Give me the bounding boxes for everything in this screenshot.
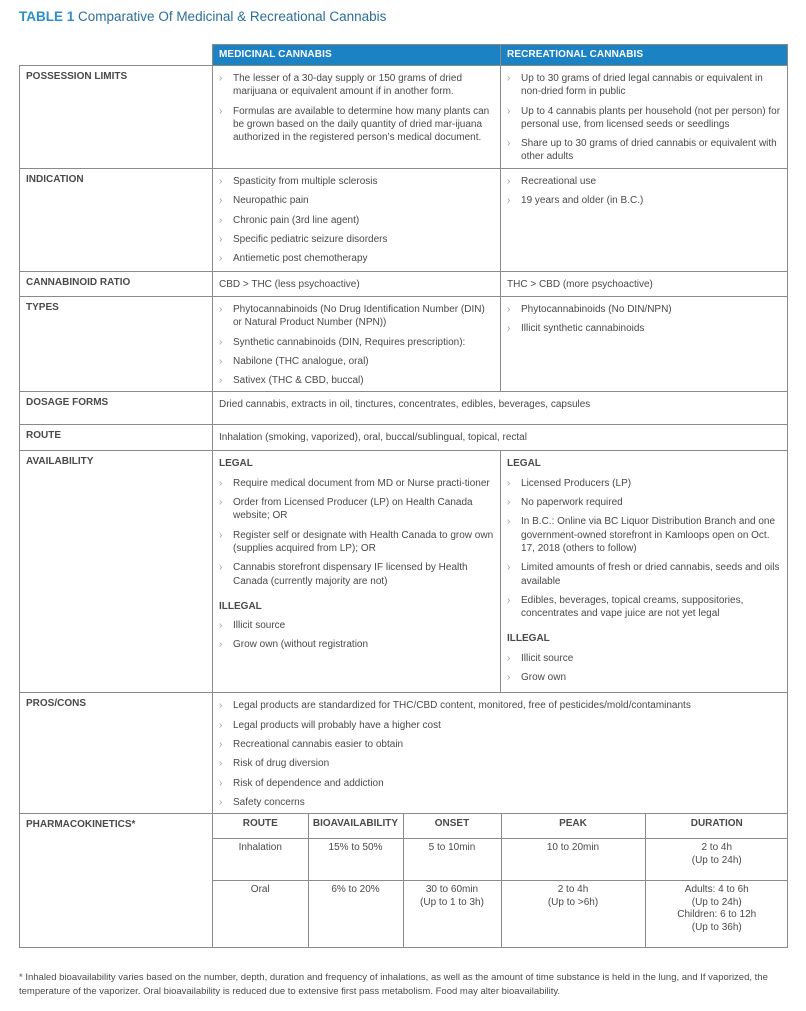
pk-cell: 5 to 10min: [403, 839, 501, 881]
list-item: › Recreational use: [507, 175, 781, 188]
list-item: › The lesser of a 30-day supply or 150 grams of dried marijuana or equivalent amount if in another form.: [219, 72, 494, 99]
row-pharmacokinetics: [20, 814, 788, 948]
list-item: › Synthetic cannabinoids (DIN, Requires prescription):: [219, 336, 494, 349]
row-label: DOSAGE FORMS: [20, 392, 213, 425]
legal-heading: LEGAL: [507, 458, 541, 470]
list-item: › Require medical document from MD or Nurse practi-tioner: [219, 477, 494, 490]
pk-line: (Up to 24h): [691, 854, 742, 866]
row-label: PROS/CONS: [20, 693, 213, 814]
row-possession: [20, 66, 788, 169]
list-item: › In B.C.: Online via BC Liquor Distribution Branch and one government-owned storefront in Kamloops open on Oct. 17, 2018 (others to follow): [507, 515, 781, 555]
pk-line: Adults: 4 to 6h: [684, 884, 749, 896]
list-item: › Spasticity from multiple sclerosis: [219, 175, 494, 188]
pk-line: (Up to 24h): [691, 896, 742, 908]
list-item: › Cannabis storefront dispensary IF licensed by Health Canada (currently majority are not): [219, 561, 494, 588]
row-label: AVAILABILITY: [20, 451, 213, 693]
list-item: › Illicit source: [219, 619, 494, 632]
row-route: [20, 425, 788, 451]
table-number: TABLE 1: [19, 9, 75, 24]
possession-recreational: [501, 66, 788, 169]
list-item: › Safety concerns: [219, 796, 781, 809]
row-ratio: [20, 272, 788, 297]
pk-cell: [645, 839, 788, 881]
list-item: › 19 years and older (in B.C.): [507, 194, 781, 207]
row-indication: [20, 169, 788, 272]
list-item: › Recreational cannabis easier to obtain: [219, 738, 781, 751]
list-item: › Antiemetic post chemotherapy: [219, 252, 494, 265]
pk-cell: [501, 881, 645, 947]
illegal-heading: ILLEGAL: [219, 600, 262, 612]
footnote: * Inhaled bioavailability varies based on the number, depth, duration and frequency of inhalations, as well as the amount of time substance is held in the lung, and If vaporized, the temperature of the vaporizer. Oral bioavailability is reduced due to extensive first pass metabolism. Food may alter bioavailability.: [19, 972, 768, 997]
row-label: POSSESSION LIMITS: [20, 66, 213, 169]
pk-line: (Up to >6h): [547, 896, 599, 908]
list-item: › Nabilone (THC analogue, oral): [219, 355, 494, 368]
list-item: › Risk of dependence and addiction: [219, 777, 781, 790]
pk-line: 30 to 60min: [425, 884, 479, 896]
list-item: › No paperwork required: [507, 496, 781, 509]
list-item: › Neuropathic pain: [219, 194, 494, 207]
row-label: PHARMACOKINETICS*: [20, 814, 213, 948]
pk-cell: 6% to 20%: [308, 881, 403, 947]
row-label: INDICATION: [20, 169, 213, 272]
route-value: Inhalation (smoking, vaporized), oral, buccal/sublingual, topical, rectal: [213, 425, 788, 451]
row-label: CANNABINOID RATIO: [20, 272, 213, 297]
header-blank: [20, 45, 213, 66]
pk-cell: 15% to 50%: [308, 839, 403, 881]
pk-cell: Inhalation: [213, 839, 308, 881]
pk-cell: [645, 881, 788, 947]
list-item: › Illicit source: [507, 652, 781, 665]
table-title-text: Comparative Of Medicinal & Recreational Cannabis: [78, 9, 387, 24]
types-recreational: [501, 297, 788, 392]
proscons-list: [213, 693, 788, 814]
pk-cell: [403, 881, 501, 947]
dosage-value: Dried cannabis, extracts in oil, tinctures, concentrates, edibles, beverages, capsules: [213, 392, 788, 425]
illegal-heading: ILLEGAL: [507, 633, 550, 645]
pk-header-row: [213, 814, 788, 839]
list-item: › Licensed Producers (LP): [507, 477, 781, 490]
pk-header: BIOAVAILABILITY: [308, 814, 403, 839]
pk-table: [213, 814, 788, 947]
list-item: › Register self or designate with Health Canada to grow own (supplies acquired from LP); OR: [219, 529, 494, 556]
list-item: › Up to 4 cannabis plants per household (not per person) for personal use, from licensed seeds or seedlings: [507, 105, 781, 132]
pk-row-oral: [213, 881, 788, 947]
list-item: › Limited amounts of fresh or dried cannabis, seeds and oils available: [507, 561, 781, 588]
list-item: › Legal products will probably have a higher cost: [219, 719, 781, 732]
row-types: [20, 297, 788, 392]
row-label: ROUTE: [20, 425, 213, 451]
indication-recreational: [501, 169, 788, 272]
pk-cell: 10 to 20min: [501, 839, 645, 881]
table-title: [19, 9, 386, 24]
list-item: › Sativex (THC & CBD, buccal): [219, 374, 494, 387]
list-item: › Chronic pain (3rd line agent): [219, 214, 494, 227]
list-item: › Edibles, beverages, topical creams, suppositories, concentrates and vape juice are not yet legal: [507, 594, 781, 621]
ratio-recreational: THC > CBD (more psychoactive): [501, 272, 788, 297]
list-item: › Illicit synthetic cannabinoids: [507, 322, 781, 335]
indication-medicinal: [213, 169, 501, 272]
pk-line: 2 to 4h: [557, 884, 589, 896]
header-recreational: RECREATIONAL CANNABIS: [501, 45, 788, 66]
list-item: › Specific pediatric seizure disorders: [219, 233, 494, 246]
availability-recreational: [501, 451, 788, 693]
list-item: › Formulas are available to determine how many plants can be grown based on the daily quantity of dried mar-ijuana authorized in the registered person’s medical document.: [219, 105, 494, 145]
list-item: › Phytocannabinoids (No DIN/NPN): [507, 303, 781, 316]
list-item: › Legal products are standardized for THC/CBD content, monitored, free of pesticides/mold/contaminants: [219, 699, 781, 712]
list-item: › Up to 30 grams of dried legal cannabis or equivalent in non-dried form in public: [507, 72, 781, 99]
list-item: › Phytocannabinoids (No Drug Identification Number (DIN) or Natural Product Number (NPN)): [219, 303, 494, 330]
list-item: › Grow own: [507, 671, 781, 684]
ratio-medicinal: CBD > THC (less psychoactive): [213, 272, 501, 297]
row-availability: [20, 451, 788, 693]
row-label: TYPES: [20, 297, 213, 392]
pk-line: Children: 6 to 12h: [677, 909, 757, 921]
pk-cell: Oral: [213, 881, 308, 947]
pk-header: DURATION: [645, 814, 788, 839]
legal-heading: LEGAL: [219, 458, 253, 470]
pk-line: (Up to 36h): [691, 921, 742, 933]
row-dosage: [20, 392, 788, 425]
possession-medicinal: [213, 66, 501, 169]
types-medicinal: [213, 297, 501, 392]
list-item: › Risk of drug diversion: [219, 757, 781, 770]
row-proscons: [20, 693, 788, 814]
availability-medicinal: [213, 451, 501, 693]
pk-line: 2 to 4h: [701, 842, 733, 854]
pk-cell: [213, 814, 788, 948]
comparison-table: [19, 44, 788, 948]
list-item: › Grow own (without registration: [219, 638, 494, 651]
list-item: › Share up to 30 grams of dried cannabis or equivalent with other adults: [507, 137, 781, 164]
header-medicinal: MEDICINAL CANNABIS: [213, 45, 501, 66]
list-item: › Order from Licensed Producer (LP) on Health Canada website; OR: [219, 496, 494, 523]
pk-header: PEAK: [501, 814, 645, 839]
pk-line: (Up to 1 to 3h): [420, 896, 484, 908]
pk-header: ROUTE: [213, 814, 308, 839]
pk-header: ONSET: [403, 814, 501, 839]
pk-row-inhalation: [213, 839, 788, 881]
